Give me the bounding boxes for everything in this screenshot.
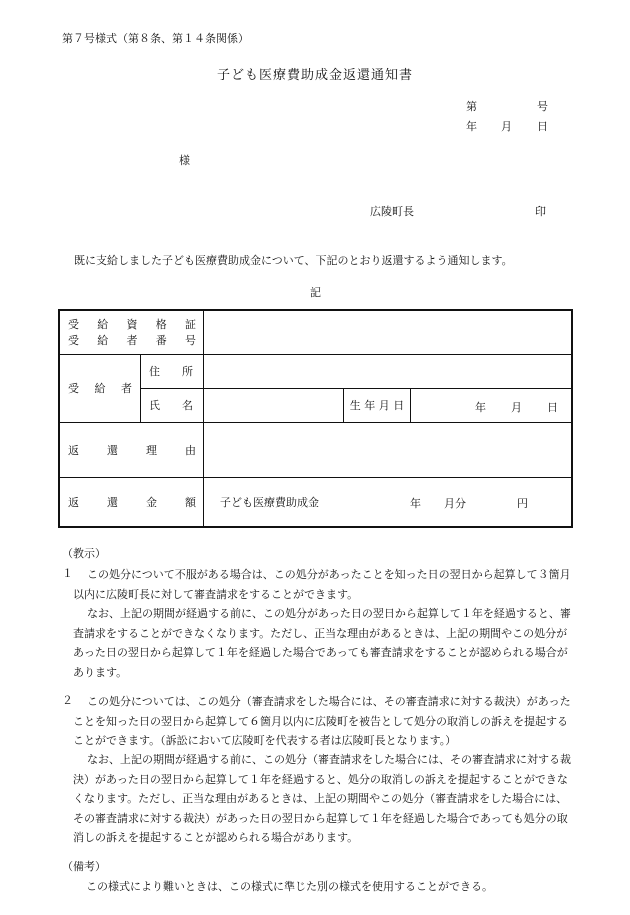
birthdate-value[interactable]: 年 月 日	[411, 388, 573, 422]
number-go: 号	[537, 100, 548, 113]
amount-label: 返 還 金 額	[59, 477, 204, 527]
cert-number-value[interactable]	[204, 310, 573, 354]
return-detail-table	[58, 309, 573, 528]
name-label: 氏 名	[141, 388, 204, 422]
amount-year: 年	[410, 496, 421, 510]
amount-yen: 円	[517, 496, 528, 510]
name-value[interactable]	[204, 388, 344, 422]
birthdate-label: 生 年 月 日	[344, 388, 411, 422]
recipient-label: 受 給 者	[59, 354, 141, 422]
instruction-1-note: なお、上記の期間が経過する前に、この処分があった日の翌日から起算して１年を経過すると、審査請求をすることができなくなります。ただし、正当な理由があるときは、上記の期間やこの処分があった日の翌日から起算して１年を経過した場合であっても審査請求をすることが認められる場合があります。	[73, 607, 571, 679]
issuer-name: 広陵町長	[370, 205, 414, 218]
date-month: 月	[501, 120, 512, 133]
date-year: 年	[466, 120, 477, 133]
ki-heading: 記	[310, 286, 321, 299]
page-title: 子ども医療費助成金返還通知書	[216, 68, 413, 83]
number-dai: 第	[466, 100, 477, 113]
instruction-1-number: １	[62, 567, 73, 580]
date-day: 日	[537, 120, 548, 133]
remarks-heading: （備考）	[62, 860, 106, 873]
instruction-2-text: この処分については、この処分（審査請求をした場合には、その審査請求に対する裁決）があったことを知った日の翌日から起算して６箇月以内に広陵町を被告として処分の取消しの訴えを提起することができます。（訴訟において広陵町を代表する者は広陵町長となります。）	[73, 695, 571, 747]
instruction-2-note: なお、上記の期間が経過する前に、この処分（審査請求をした場合には、その審査請求に対する裁決）があった日の翌日から起算して１年を経過すると、処分の取消しの訴えを提起することができなくなります。ただし、正当な理由があるときは、上記の期間やこの処分（審査請求をした場合には、その審査請求に対する裁決）があった日の翌日から起算して１年を経過した場合であっても処分の取消しの訴えを提起することが認められる場合があります。	[73, 753, 571, 844]
reason-label: 返 還 理 由	[59, 422, 204, 477]
seal-mark: 印	[535, 205, 546, 218]
address-value[interactable]	[204, 354, 573, 388]
address-label: 住 所	[141, 354, 204, 388]
instruction-1-text: この処分について不服がある場合は、この処分があったことを知った日の翌日から起算して３箇月以内に広陵町長に対して審査請求をすることができます。	[73, 568, 571, 601]
amount-month: 月分	[444, 496, 466, 510]
intro-text: 既に支給しました子ども医療費助成金について、下記のとおり返還するよう通知します。	[74, 254, 513, 267]
instruction-heading: （教示）	[62, 547, 106, 560]
instruction-2-number: ２	[62, 694, 73, 707]
cert-number-label: 受 給 資 格 証 受 給 者 番 号	[59, 310, 204, 354]
amount-item: 子ども医療費助成金	[220, 495, 319, 509]
reason-value[interactable]	[204, 422, 573, 477]
remarks-text: この様式により難いときは、この様式に準じた別の様式を使用することができる。	[86, 880, 493, 893]
recipient-suffix: 様	[179, 154, 190, 167]
form-number: 第７号様式（第８条、第１４条関係）	[62, 32, 249, 45]
amount-value[interactable]	[204, 477, 573, 527]
